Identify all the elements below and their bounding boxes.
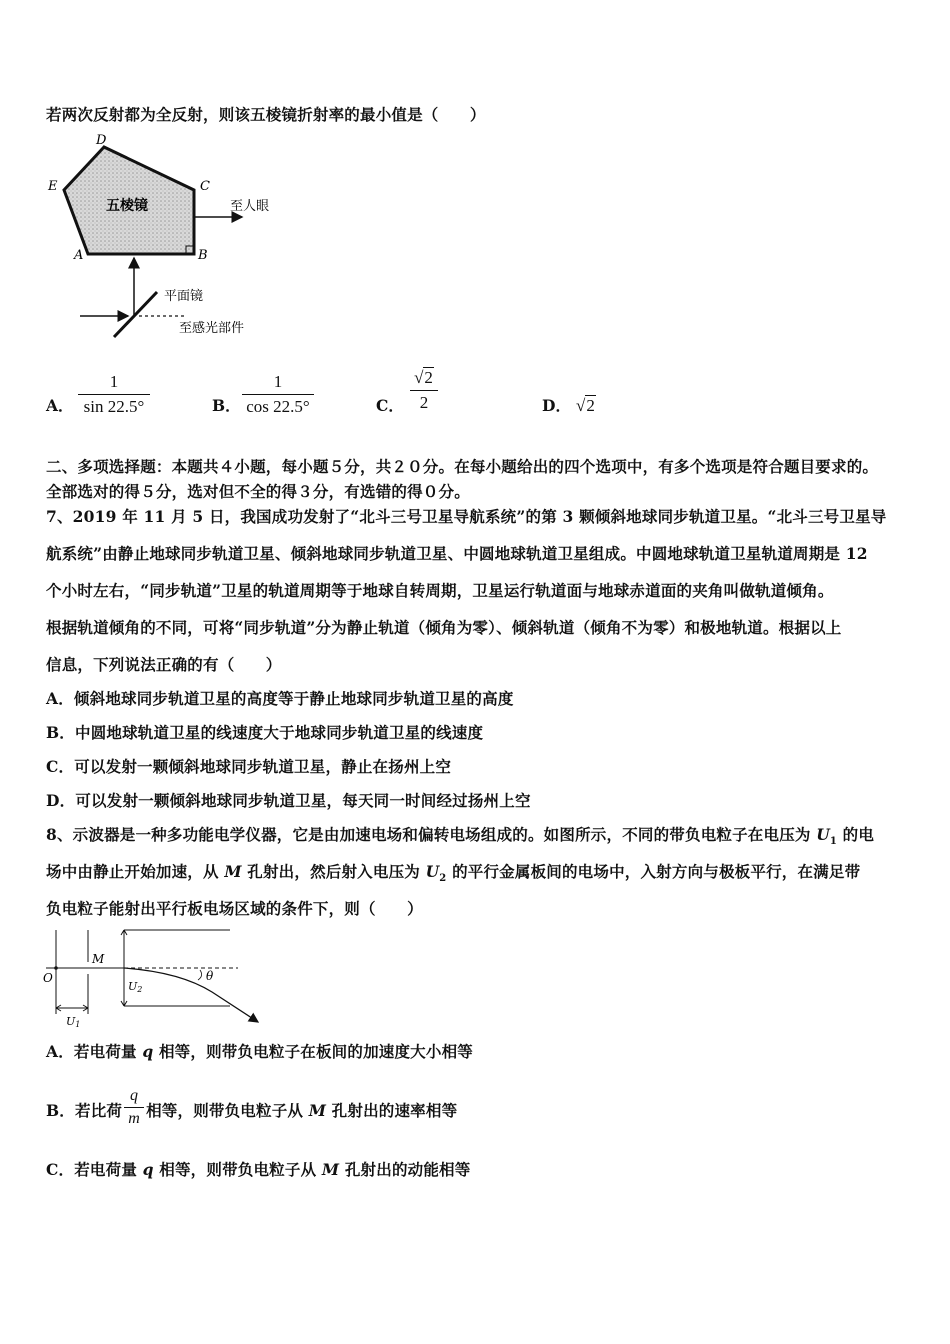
u2-label: U2 [128,980,143,994]
q7-line3: 个小时左右，“同步轨道”卫星的轨道周期等于地球自转周期，卫星运行轨道面与地球赤道面的夹角叫做轨道倾角。 [46,581,834,600]
section2-line2: 全部选对的得５分，选对但不全的得３分，有选错的得０分。 [46,482,470,501]
option-d-value: √2 [576,396,595,415]
vertex-d: D [96,133,107,148]
origin-label: O [43,971,53,985]
option-c-den: 2 [410,390,438,413]
q7-option-c[interactable]: C．可以发射一颗倾斜地球同步轨道卫星，静止在扬州上空 [46,757,452,776]
u2-symbol: U [425,862,440,881]
vertex-a: A [74,248,84,263]
option-b-label: B． [212,396,241,415]
option-a-num: 1 [109,372,119,391]
plane-mirror [114,292,157,337]
q7-line1: 7、2019 年 11 月 5 日，我国成功发射了“北斗三号卫星导航系统”的第 3 颗倾斜地球同步轨道卫星。“北斗三号卫星导 [46,507,887,526]
pentaprism-diagram [44,132,294,347]
option-c-num: √2 [414,368,433,387]
q7-line5: 信息，下列说法正确的有（ ） [46,655,282,674]
prism-label: 五棱镜 [106,198,148,214]
q8-line1: 8、示波器是一种多功能电学仪器，它是由加速电场和偏转电场组成的。如图所示，不同的带负电粒子在电压为 $U_1$ 的电 [46,825,875,848]
q7-line4: 根据轨道倾角的不同，可将“同步轨道”分为静止轨道（倾角为零）、倾斜轨道（倾角不为零）和极地轨道。根据以上 [46,618,842,637]
u1-label: U1 [66,1015,81,1029]
q7-option-a[interactable]: A．倾斜地球同步轨道卫星的高度等于静止地球同步轨道卫星的高度 [46,689,514,708]
oscilloscope-diagram [40,922,280,1032]
q8-line3: 负电粒子能射出平行板电场区域的条件下，则（ ） [46,899,423,918]
option-c-fraction [410,368,438,413]
q7-option-d[interactable]: D．可以发射一颗倾斜地球同步轨道卫星，每天同一时间经过扬州上空 [46,791,531,810]
theta-arc [198,970,202,980]
origin-point [54,966,58,970]
particle-trajectory [124,968,258,1022]
q6-options [46,368,646,428]
charge-mass-ratio: $\frac{q}{m}$ [124,1087,144,1128]
q8-option-c[interactable]: C．若电荷量 q 相等，则带负电粒子从 M 孔射出的动能相等 [46,1160,471,1179]
q8-option-b[interactable]: B．若比荷 $\frac{q}{m}$ 相等，则带负电粒子从 M 孔射出的速率相等 [46,1087,458,1127]
q7-line2: 航系统”由静止地球同步轨道卫星、倾斜地球同步轨道卫星、中圆地球轨道卫星组成。中圆地球轨道卫星轨道周期是 12 [46,544,868,563]
vertex-e: E [48,179,58,194]
theta-label: θ [206,969,214,983]
q6-stem: 若两次反射都为全反射，则该五棱镜折射率的最小值是（ ） [46,105,486,124]
section2-line1: 二、多项选择题：本题共４小题，每小题５分，共２０分。在每小题给出的四个选项中，有多个选项是符合题目要求的。 [46,457,879,476]
option-b-fraction [242,372,314,417]
option-b-num: 1 [273,372,283,391]
option-b-den: cos 22.5° [242,394,314,417]
option-c-label: C． [376,396,404,415]
option-a-label: A． [46,396,74,415]
to-eye-label: 至人眼 [230,199,270,214]
mirror-label: 平面镜 [164,289,204,304]
vertex-c: C [200,179,210,194]
q7-option-b[interactable]: B．中圆地球轨道卫星的线速度大于地球同步轨道卫星的线速度 [46,723,484,742]
q8-line2: 场中由静止开始加速，从 M 孔射出，然后射入电压为 $U_2$ 的平行金属板间的电场中，入射方向与极板平行，在满足带 [46,862,861,885]
option-d-label: D． [542,396,571,415]
option-a-den: sin 22.5° [78,394,150,417]
option-a-fraction [78,372,150,417]
q8-option-a[interactable]: A．若电荷量 q 相等，则带负电粒子在板间的加速度大小相等 [46,1042,473,1061]
m-hole-label: M [92,952,105,966]
m-symbol: M [224,862,242,881]
u1-symbol: U [816,825,830,844]
sensor-label: 至感光部件 [179,321,245,336]
vertex-b: B [198,248,208,263]
